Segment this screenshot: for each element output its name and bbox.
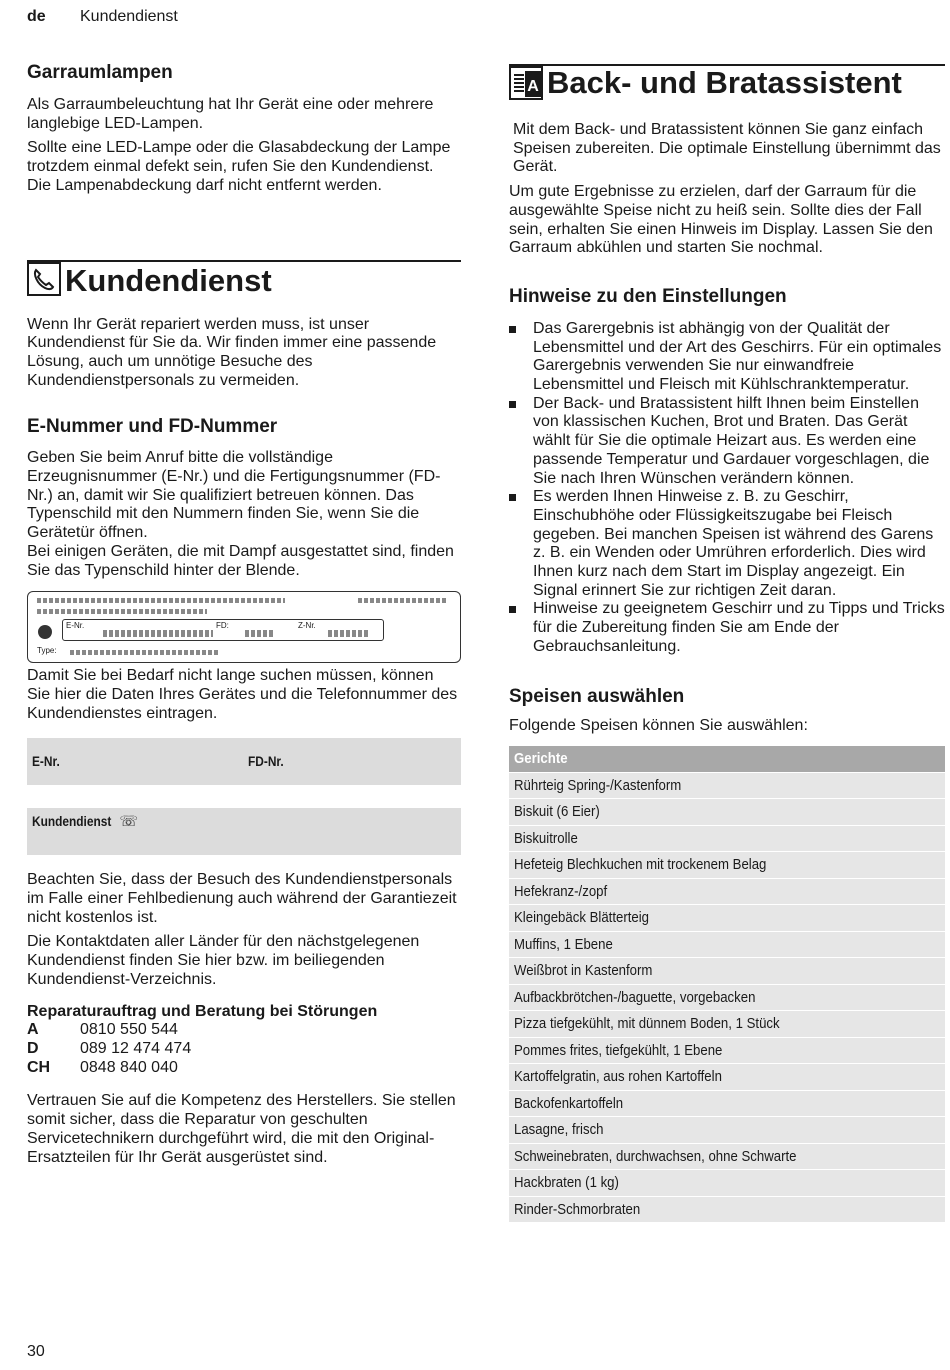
form-enr-label: E-Nr. xyxy=(32,753,60,770)
phone-number: 089 12 474 474 xyxy=(80,1039,192,1057)
country-code: CH xyxy=(27,1058,51,1076)
kundendienst-heading: Kundendienst xyxy=(65,262,272,298)
form-fdnr-label: FD-Nr. xyxy=(248,753,284,770)
service-phone-form xyxy=(27,808,461,855)
garraumlampen-text-2: Sollte eine LED-Lampe oder die Glasabdeckung der Lampe trotzdem einmal defekt sein, rufen Sie den Kundendienst. Die Lampenabdeckung darf nicht entfernt werden. xyxy=(27,139,451,194)
assistant-icon xyxy=(509,66,543,100)
table-row: Kartoffelgratin, aus rohen Kartoffeln xyxy=(509,1064,945,1091)
kundendienst-title xyxy=(27,260,461,298)
garraumlampen-text-1: Als Garraumbeleuchtung hat Ihr Gerät eine oder mehrere langlebige LED-Lampen. xyxy=(27,96,434,132)
table-row: Biskuit (6 Eier) xyxy=(509,799,945,826)
hinweise-heading: Hinweise zu den Einstellungen xyxy=(509,285,787,307)
form-kd-label: Kundendienst xyxy=(32,813,112,830)
right-column xyxy=(509,60,945,1223)
page-number: 30 xyxy=(27,1343,45,1360)
table-row: Biskuitrolle xyxy=(509,826,945,853)
table-row: Rührteig Spring-/Kastenform xyxy=(509,773,945,800)
table-row: Weißbrot in Kastenform xyxy=(509,958,945,985)
type-plate-illustration xyxy=(27,591,461,663)
plate-type-label: Type: xyxy=(37,646,57,656)
speisen-table xyxy=(509,746,945,1223)
repair-contacts xyxy=(27,1021,461,1077)
enummer-text-2: Bei einigen Geräten, die mit Dampf ausgestattet sind, finden Sie das Typenschild hinter der Blende. xyxy=(27,542,454,579)
assist-text-2: Um gute Ergebnisse zu erzielen, darf der Garraum für die ausgewählte Speise nicht zu heiß sein. Sollte dies der Fall sein, erhalten Sie einen Hinweis im Display. Lassen Sie den Garraum abkühlen und starten Sie nochmal. xyxy=(509,183,933,257)
appliance-symbol-icon xyxy=(38,625,52,639)
left-column xyxy=(27,60,461,1167)
garraumlampen-heading: Garraumlampen xyxy=(27,62,173,83)
kundendienst-intro: Wenn Ihr Gerät repariert werden muss, ist unser Kundendienst für Sie da. Wir finden immer eine passende Lösung, auch um unnötige Besuche des Kundendienstpersonals zu vermeiden. xyxy=(27,315,437,389)
table-row: Backofenkartoffeln xyxy=(509,1091,945,1118)
table-row: Pizza tiefgekühlt, mit dünnem Boden, 1 Stück xyxy=(509,1011,945,1038)
enummer-heading: E-Nummer und FD-Nummer xyxy=(27,416,278,438)
section-header: Kundendienst xyxy=(80,8,178,25)
table-row: Pommes frites, tiefgekühlt, 1 Ebene xyxy=(509,1038,945,1065)
repair-heading: Reparaturauftrag und Beratung bei Störungen xyxy=(27,1002,378,1020)
speisen-intro: Folgende Speisen können Sie auswählen: xyxy=(509,716,808,734)
list-item: Das Garergebnis ist abhängig von der Qualität der Lebensmittel und der Art des Geschirrs. Für ein optimales Garergebnis verwenden Sie nur einwandfreie Lebensmittel und Fleisch mit Kühlschranktemperatur. xyxy=(509,320,945,395)
table-row: Lasagne, frisch xyxy=(509,1117,945,1144)
table-header: Gerichte xyxy=(509,746,945,773)
assist-title xyxy=(509,64,945,100)
phone-icon: ☏ xyxy=(119,813,139,831)
list-item: Der Back- und Bratassistent hilft Ihnen beim Einstellen von klassischen Kuchen, Brot und Braten. Das Gerät wählt für Sie die optimale Heizart aus. Es werden eine passende Temperatur und Gardauer vorgeschlagen, die Sie nach Ihren Wünschen verändern können. xyxy=(509,395,945,489)
svg-text:A: A xyxy=(527,78,539,95)
table-row: Rinder-Schmorbraten xyxy=(509,1197,945,1224)
country-code: A xyxy=(27,1021,39,1039)
plate-note: Damit Sie bei Bedarf nicht lange suchen müssen, können Sie hier die Daten Ihres Gerätes und die Telefonnummer des Kundendienstes eintragen. xyxy=(27,667,458,722)
hinweise-list xyxy=(509,320,945,657)
list-item: Es werden Ihnen Hinweise z. B. zu Geschirr, Einschubhöhe oder Flüssigkeitszugabe bei Fleisch gegeben. Bei manchen Speisen ist während des Garens z. B. ein Wenden oder Umrühren erforderlich. Dies wird Ihnen kurz nach dem Start im Display angezeigt. Ein Signal erinnert Sie zur richtigen Zeit daran. xyxy=(509,488,945,600)
language-code: de xyxy=(27,8,46,25)
speisen-heading: Speisen auswählen xyxy=(509,685,685,707)
table-row: Kleingebäck Blätterteig xyxy=(509,905,945,932)
table-row: Schweinebraten, durchwachsen, ohne Schwarte xyxy=(509,1144,945,1171)
plate-enr-label: E-Nr. xyxy=(66,621,85,631)
appliance-data-form xyxy=(27,738,461,785)
phone-number: 0848 840 040 xyxy=(80,1058,178,1076)
table-row: Aufbackbrötchen-/baguette, vorgebacken xyxy=(509,985,945,1012)
enummer-text-1: Geben Sie beim Anruf bitte die vollständige Erzeugnisnummer (E-Nr.) und die Fertigungsnummer (FD-Nr.) an, damit wir Sie qualifiziert betreuen können. Das Typenschild mit den Nummern finden Sie, wenn Sie die Gerätetür öffnen. xyxy=(27,449,441,542)
plate-fd-label: FD: xyxy=(216,621,229,631)
phone-number: 0810 550 544 xyxy=(80,1021,178,1039)
kontakt-text: Die Kontaktdaten aller Länder für den nächstgelegenen Kundendienst finden Sie hier bzw. im beiliegenden Kundendienst-Verzeichnis. xyxy=(27,933,420,988)
assist-text-1: Mit dem Back- und Bratassistent können Sie ganz einfach Speisen zubereiten. Die optimale Einstellung übernimmt das Gerät. xyxy=(513,121,941,176)
assist-heading: Back- und Bratassistent xyxy=(547,65,902,100)
vertrauen-text: Vertrauen Sie auf die Kompetenz des Herstellers. Sie stellen somit sicher, dass die Reparatur von geschulten Servicetechnikern durchgeführt wird, die mit den Original-Ersatzteilen für Ihr Gerät ausgerüstet sind. xyxy=(27,1092,456,1166)
country-code: D xyxy=(27,1039,39,1057)
table-row: Hefeteig Blechkuchen mit trockenem Belag xyxy=(509,852,945,879)
besuch-text: Beachten Sie, dass der Besuch des Kundendienstpersonals im Falle einer Fehlbedienung auch während der Garantiezeit nicht kostenlos ist. xyxy=(27,871,457,926)
phone-icon xyxy=(27,262,61,296)
table-row: Hefekranz-/zopf xyxy=(509,879,945,906)
plate-znr-label: Z-Nr. xyxy=(298,621,316,631)
list-item: Hinweise zu geeignetem Geschirr und zu Tipps und Tricks für die Zubereitung finden Sie am Ende der Gebrauchsanleitung. xyxy=(509,600,945,656)
table-row: Muffins, 1 Ebene xyxy=(509,932,945,959)
table-row: Hackbraten (1 kg) xyxy=(509,1170,945,1197)
